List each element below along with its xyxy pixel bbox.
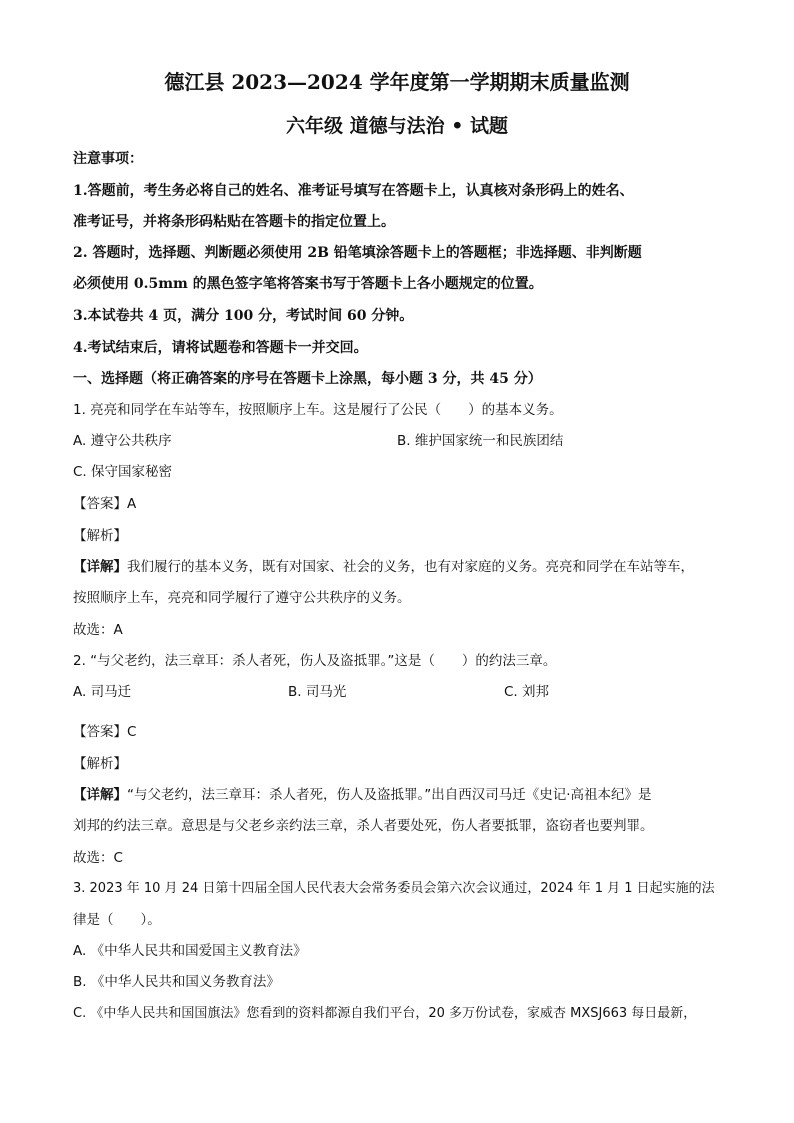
section-heading: 一、选择题（将正确答案的序号在答题卡上涂黑，每小题 3 分，共 45 分） <box>73 371 542 387</box>
option-a: A. 《中华人民共和国爱国主义教育法》 <box>73 943 307 959</box>
notice-line: 2. 答题时，选择题、判断题必须使用 2B 铅笔填涂答题卡上的答题框；非选择题、非判断题 <box>73 245 642 261</box>
notice-line: 必须使用 0.5mm 的黑色签字笔将答案书写于答题卡上各小题规定的位置。 <box>73 276 543 292</box>
answer-label: 【答案】C <box>73 724 137 740</box>
question-stem: 3. 2023 年 10 月 24 日第十四届全国人民代表大会常务委员会第六次会议通过，2024 年 1 月 1 日起实施的法 <box>73 881 715 896</box>
choice-line: 故选：C <box>73 850 123 866</box>
detail-tag: 【详解】 <box>73 787 127 803</box>
question-stem: 2. “与父老约，法三章耳：杀人者死，伤人及盗抵罪。”这是（ ）的约法三章。 <box>73 653 557 669</box>
detail-line: 按照顺序上车，亮亮和同学履行了遵守公共秩序的义务。 <box>73 590 411 606</box>
detail-text: “与父老约，法三章耳：杀人者死，伤人及盗抵罪。”出自西汉司马迁《史记·高祖本纪》是 <box>127 787 652 803</box>
question-stem: 1. 亮亮和同学在车站等车，按照顺序上车。这是履行了公民（ ）的基本义务。 <box>73 402 563 418</box>
detail-line: 刘邦的约法三章。意思是与父老乡亲约法三章，杀人者要处死，伤人者要抵罪，盗窃者也要判罪。 <box>73 818 654 834</box>
option-b: B. 司马光 <box>288 684 347 700</box>
option-b: B. 维护国家统一和民族团结 <box>397 433 564 449</box>
notice-line: 4.考试结束后，请将试题卷和答题卡一并交回。 <box>73 340 368 356</box>
notice-heading: 注意事项： <box>73 151 143 167</box>
option-b: B. 《中华人民共和国义务教育法》 <box>73 974 280 990</box>
option-a: A. 司马迁 <box>73 684 132 700</box>
exam-subtitle: 六年级 道德与法治 • 试题 <box>286 115 508 137</box>
notice-line: 3.本试卷共 4 页，满分 100 分，考试时间 60 分钟。 <box>73 308 414 324</box>
option-c: C. 《中华人民共和国国旗法》您看到的资料都源自我们平台，20 多万份试卷，家威杏 MXSJ663 每日最新， <box>73 1006 697 1021</box>
detail-line <box>73 558 694 576</box>
notice-line: 准考证号，并将条形码粘贴在答题卡的指定位置上。 <box>73 214 395 230</box>
choice-line: 故选：A <box>73 622 123 638</box>
option-c: C. 刘邦 <box>504 684 550 700</box>
detail-line <box>73 786 652 804</box>
question-stem: 律是（ ）。 <box>73 912 161 928</box>
analysis-label: 【解析】 <box>73 528 127 544</box>
exam-title: 德江县 2023—2024 学年度第一学期期末质量监测 <box>164 70 630 94</box>
option-c: C. 保守国家秘密 <box>73 464 173 480</box>
answer-label: 【答案】A <box>73 496 137 512</box>
analysis-label: 【解析】 <box>73 756 127 772</box>
option-a: A. 遵守公共秩序 <box>73 433 172 449</box>
detail-tag: 【详解】 <box>73 559 127 575</box>
detail-text: 我们履行的基本义务，既有对国家、社会的义务，也有对家庭的义务。亮亮和同学在车站等车， <box>127 559 694 575</box>
notice-line: 1.答题前，考生务必将自己的姓名、准考证号填写在答题卡上，认真核对条形码上的姓名、 <box>73 183 634 199</box>
